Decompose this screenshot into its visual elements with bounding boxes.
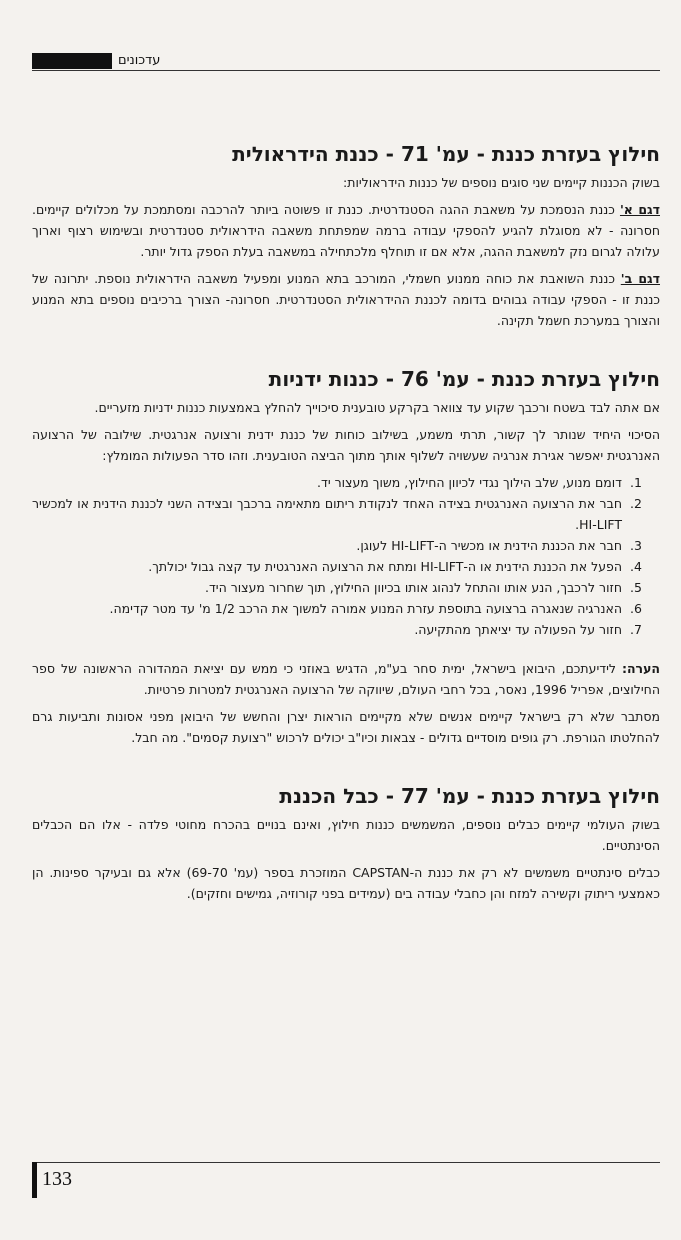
paragraph-model-b — [32, 268, 660, 331]
model-tag: דגם א' — [619, 202, 660, 217]
model-tag: דגם ב' — [620, 271, 660, 286]
paragraph: בשוק העולמי קיימים כבלים נוספים, המשמשים כננות חילוץ, ואינם בנויים בהכרח מחוטי פלדה - אלו הם הכבלים הסינתטיים. — [32, 817, 660, 853]
section-intro: בשוק הכננות קיימים שני סוגים נוספים של כננות הידראוליות: — [343, 175, 660, 190]
section-title: חילוץ בעזרת כננת - עמ' 71 - כננת הידראולית — [232, 142, 660, 166]
step-item: 1. דומם מנוע, שלב הילוך נגדי לכיוון החילוץ, משוך מעצור יד. — [32, 472, 626, 493]
paragraph: הסיכוי היחיד שנותר לך קשור, תרתי משמע, בשילוב כוחות של כננת ידנית ורצועה אנרגטית. שילובה של הרצועה האנרגטית יאפשר אגירת אנרגיה שעשויה לשלוף אותך מתוך הביצה הטובענית. וזהו סדר הפעולות המומלץ: — [32, 427, 660, 463]
paragraph-text: כננת הנסמכת על משאבת ההגה הסטנדרטית. כננת זו פשוטה ביותר להרכבה ומסתמכת על מכלולים קיימים. חסרונה - לא מסוגלת להגיע להספקי עבודה ברמה שמפתחת משאבה הידראולית סטנדרטית ובשימוש רצוף וארוך עלולה לגרום נזק למשאבת ההגה, אלא אם זו תוחלף מלכתחילה במשאבה בעלת הספק גדול יותר. — [32, 202, 660, 259]
page-number: 133 — [42, 1168, 72, 1190]
paragraph-text: כננת השואבת את כוחה ממנוע חשמלי, המורכב בתא המנוע ומפעיל משאבה הידראולית נוספת. יתרונה של כננת זו - הספקי עבודה גבוהים בדומה לכננת ההידראולית הסטנדרטית. חסרונה- הצורך ברכיבים נוספים בתא המנוע והצורך במערכת חשמל תקינה. — [32, 271, 660, 328]
step-item: 3. חבר את הכננת הידנית או מכשיר ה-HI-LIFT לעוגן. — [32, 535, 626, 556]
steps-list — [32, 472, 640, 640]
header-title: עדכונים — [118, 53, 161, 68]
footer-rule — [32, 1162, 660, 1163]
section-hydraulic-winch — [32, 140, 660, 331]
page-content — [32, 140, 660, 938]
paragraph: כבלים סינתטיים משמשים לא רק את כננת ה-CAPSTAN המוזכרת בספר (עמ' 69-70) אלא גם ובעיקר ספינות. הן כאמצעי ריתוק וקשירה למזח והן כחבלי עבודה בים (עמידים בפני קורוזיה, גמישים וחזקים). — [32, 865, 660, 901]
note-text: לידיעתכם, היבואן בישראל, ימית סחר בע"מ, הדגיש באוזני כי ממש עם יציאת המהדורה הראשונה של ספר החילוצים, אפריל 1996, נאסר, בכל רחבי העולם, שיווקה של הרצועה האנרגטית למטרות פרטיות. — [32, 661, 660, 697]
section-title: חילוץ בעזרת כננת - עמ' 76 - כננות ידניות — [268, 367, 660, 391]
step-item: 6. האנרגיה שנאגרה ברצועה בתוספת עזרת המנוע אמורה למשוך את הרכב 1/2 מ' עד מטר קדימה. — [32, 598, 626, 619]
note-label: הערה: — [621, 661, 660, 676]
paragraph: אם אתה לבד בשטח ורכבך שקוע עד צוואר בקרקע טובענית סיכוייך להחלץ באמצעות כננות ידניות מזעריים. — [94, 400, 660, 415]
step-item: 4. הפעל את הכננת הידנית או ה-HI-LIFT ומתח את הרצועה האנרגטית עד קצה גבול יכולתך. — [32, 556, 626, 577]
note-paragraph-2: מסתבר שלא רק בישראל קיימים אנשים שלא מקיימים הוראות יצרן והחשש של היבואן מפני אסונות ותביעות גרם להחלטתו הגורפת. רק גופים מוסדיים גדולים - צבאות וכיו"ב יכולים לרכוש "רצועת קסמים". מה חבל. — [32, 709, 660, 745]
running-header — [32, 52, 660, 71]
note-paragraph — [32, 658, 660, 700]
step-item: 2. חבר את הרצועה האנרגטית בצידה האחד לנקודת ריתום מתאימה ברכבך ובצידה השני לכננת הידנית או למכשיר HI-LIFT. — [32, 493, 626, 535]
section-manual-winches — [32, 365, 660, 748]
step-item: 7. חזור על הפעולה עד יציאתך מהתקיעה. — [32, 619, 626, 640]
header-black-block — [32, 53, 112, 69]
section-title: חילוץ בעזרת כננת - עמ' 77 - כבל הכננת — [279, 784, 660, 808]
footer-black-bar — [32, 1162, 37, 1198]
paragraph-model-a — [32, 199, 660, 262]
section-winch-cable — [32, 782, 660, 904]
step-item: 5. חזור לרכבך, הנע אותו והתחל לנהוג אותו בכיוון החילוץ, תוך שחרור מעצור היד. — [32, 577, 626, 598]
